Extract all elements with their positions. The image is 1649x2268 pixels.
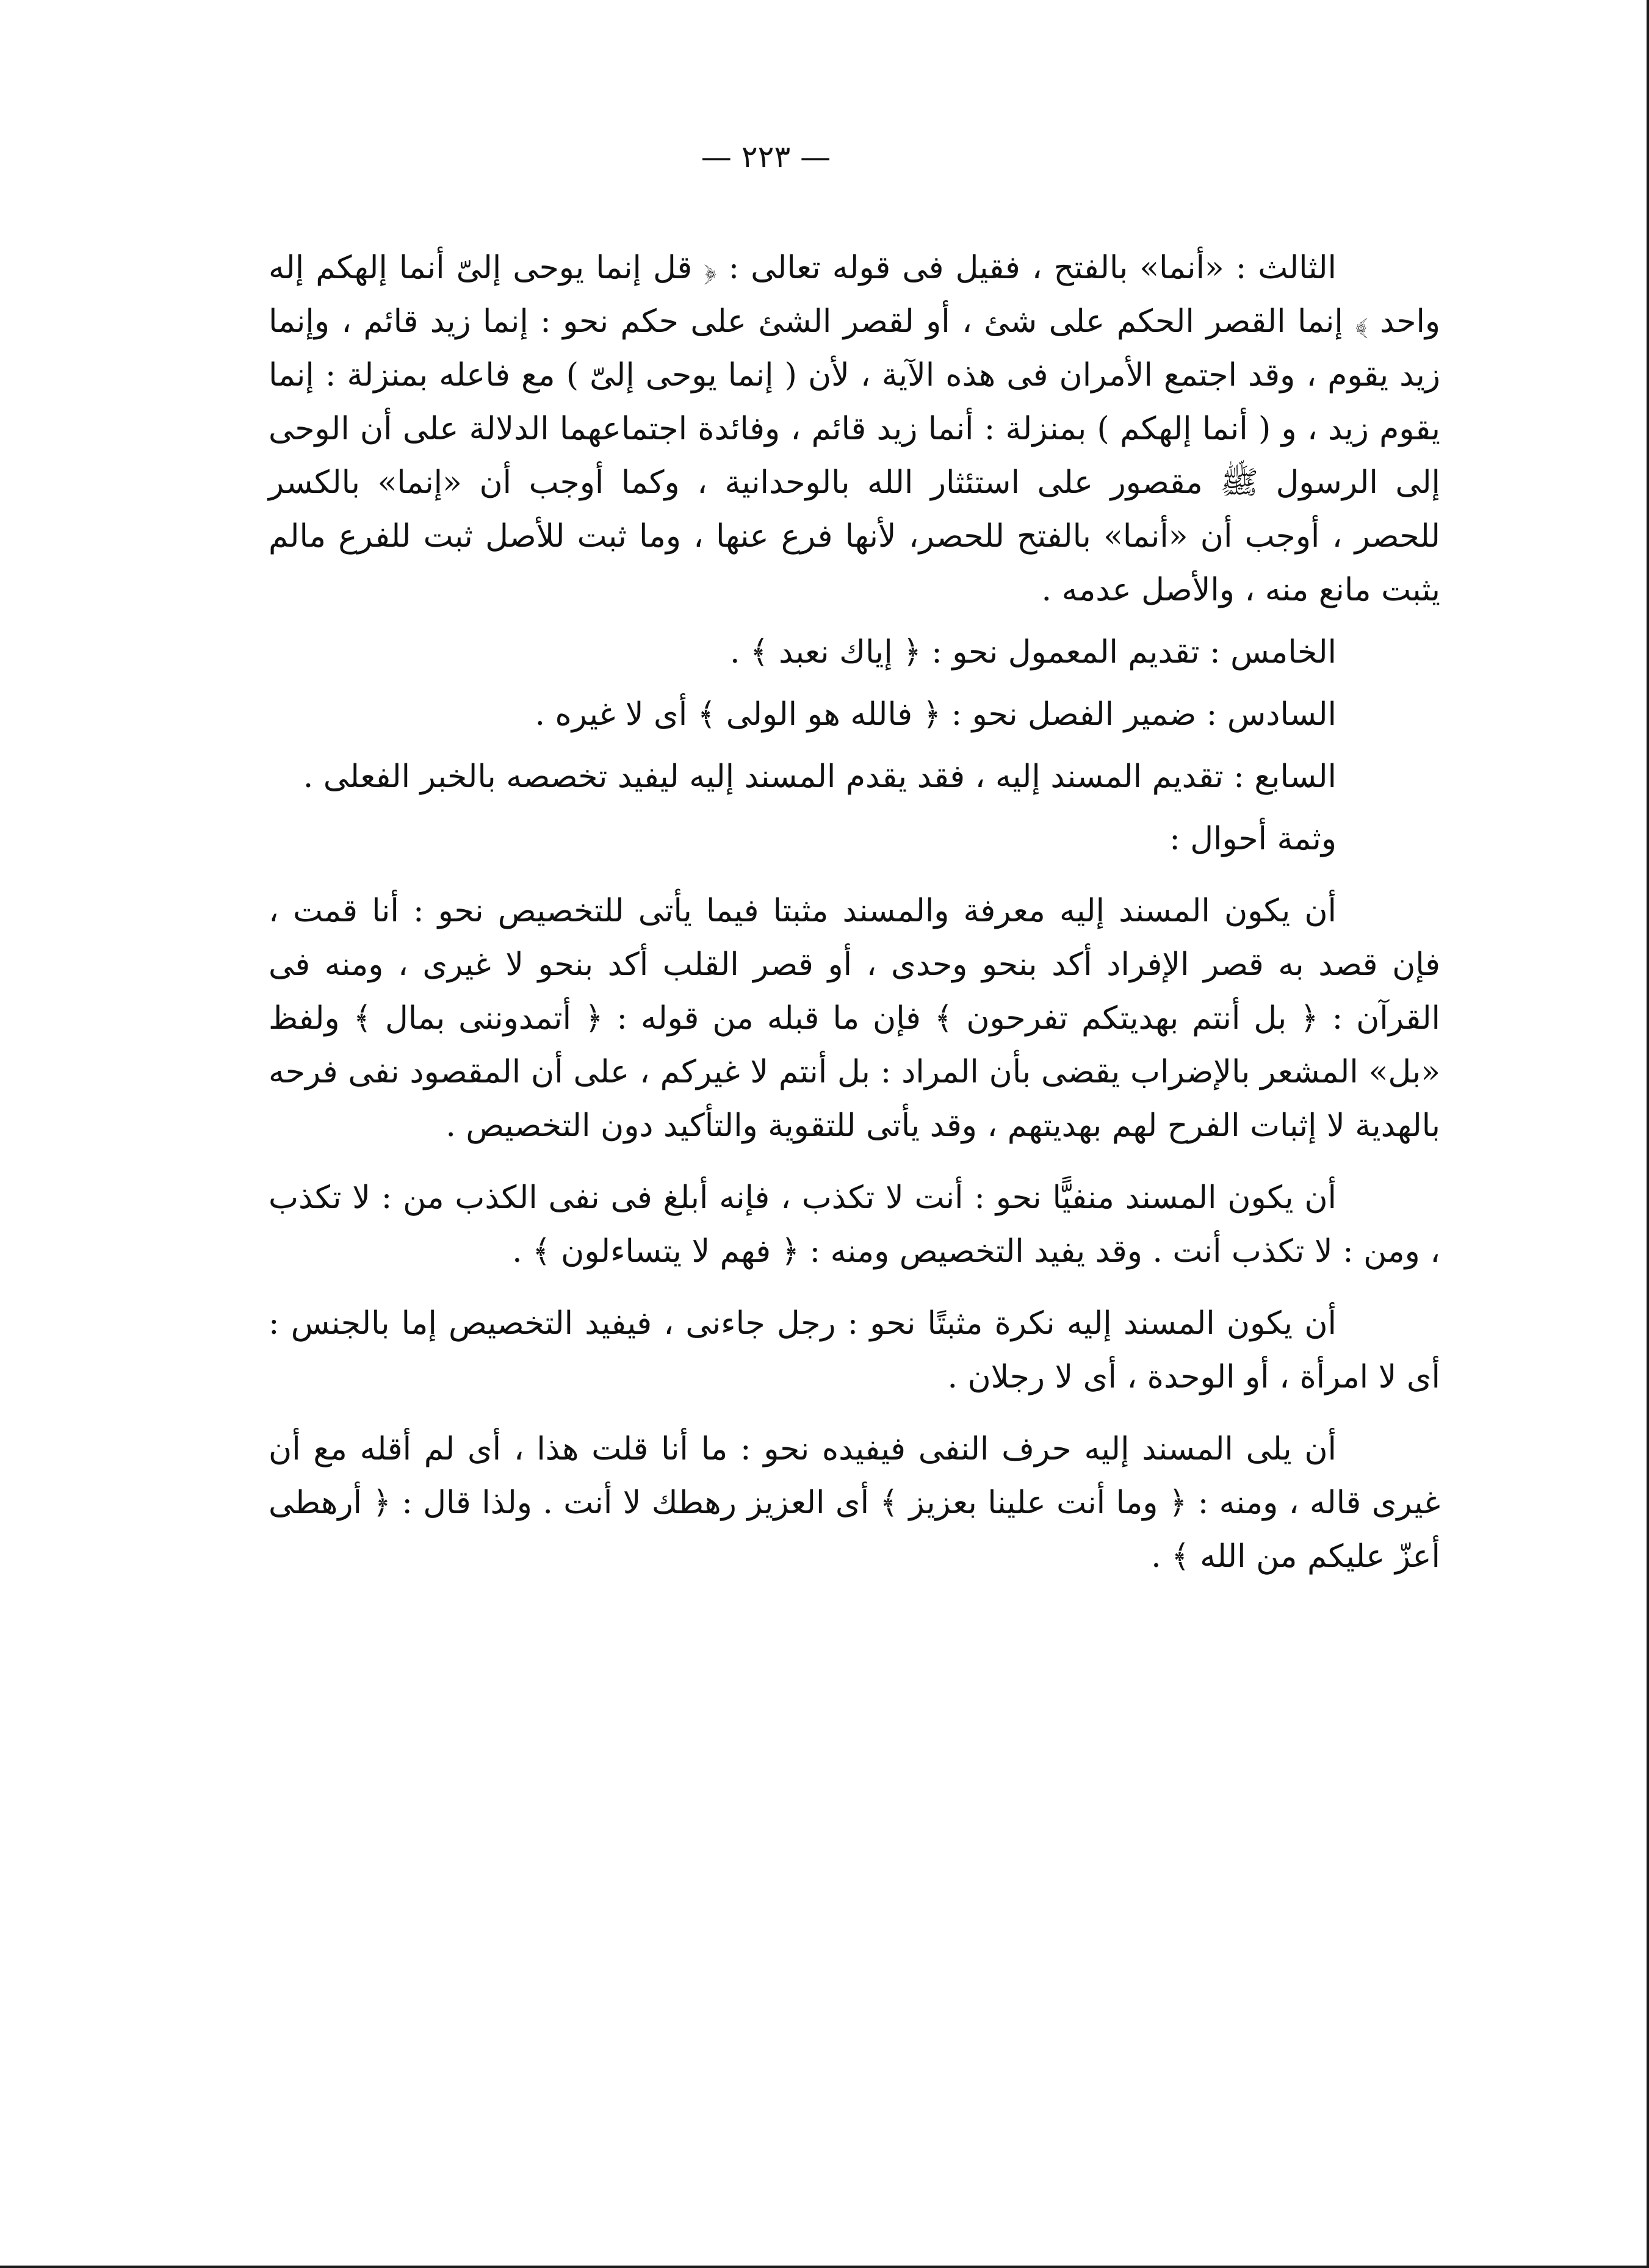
scan-border-right [1647,0,1649,2268]
paragraph-fifth: الخامس : تقديم المعمول نحو : ﴿ إياك نعبد ﴾ . [729,634,1337,671]
paragraph-case-known: أن يكون المسند إليه معرفة والمسند مثبتا فيما يأتى للتخصيص نحو : أنا قمت ، فإن قصد به قصر الإفراد أكد بنحو وحدى ، أو قصر القلب أكد بنحو لا غيرى ، ومنه فى القرآن : ﴿ بل أنتم بهديتكم تفرحون ﴾ فإن ما قبله من قوله : ﴿ أتمدوننى بمال ﴾ ولفظ «بل» المشعر بالإضراب يقضى بأن المراد : بل أنتم لا غيركم ، على أن المقصود نفى فرحه بالهدية لا إثبات الفرح لهم بهديتهم ، وقد يأتى للتقوية والتأكيد دون التخصيص . [269,893,1440,1144]
page-number: — ٢٢٣ — [701,139,831,175]
paragraph-sixth: السادس : ضمير الفصل نحو : ﴿ فالله هو الولى ﴾ أى لا غيره . [535,696,1337,733]
paragraph-third-anma: الثالث : «أنما» بالفتح ، فقيل فى قوله تعالى : ﴿ قل إنما يوحى إلىّ أنما إلهكم إله واحد ﴾ إنما القصر الحكم على شئ ، أو لقصر الشئ على حكم نحو : إنما زيد قائم ، وإنما زيد يقوم ، وقد اجتمع الأمران فى هذه الآية ، لأن ( إنما يوحى إلىّ ) مع فاعله بمنزلة : إنما يقوم زيد ، و ( أنما إلهكم ) بمنزلة : أنما زيد قائم ، وفائدة اجتماعهما الدلالة على أن الوحى إلى الرسول ﷺ مقصور على استئثار الله بالوحدانية ، وكما أوجب أن «إنما» بالكسر للحصر ، أوجب أن «أنما» بالفتح للحصر، لأنها فرع عنها ، وما ثبت للأصل ثبت للفرع مالم يثبت مانع منه ، والأصل عدمه . [269,250,1441,608]
body-text [269,241,1440,1583]
paragraph-case-indefinite: أن يكون المسند إليه نكرة مثبتًا نحو : رجل جاءنى ، فيفيد التخصيص إما بالجنس : أى لا امرأة ، أو الوحدة ، أى لا رجلان . [269,1305,1440,1395]
paragraph-case-negated: أن يكون المسند منفيًّا نحو : أنت لا تكذب ، فإنه أبلغ فى نفى الكذب من : لا تكذب ، ومن : لا تكذب أنت . وقد يفيد التخصيص ومنه : ﴿ فهم لا يتساءلون ﴾ . [269,1179,1440,1270]
paragraph-case-negation-particle: أن يلى المسند إليه حرف النفى فيفيده نحو : ما أنا قلت هذا ، أى لم أقله مع أن غيرى قاله ، ومنه : ﴿ وما أنت علينا بعزيز ﴾ أى العزيز رهطك لا أنت . ولذا قال : ﴿ أرهطى أعزّ عليكم من الله ﴾ . [269,1431,1440,1575]
paragraph-cases-heading: وثمة أحوال : [1169,821,1337,857]
scan-border-bottom [0,2266,1649,2268]
paragraph-seventh: السابع : تقديم المسند إليه ، فقد يقدم المسند إليه ليفيد تخصصه بالخبر الفعلى . [303,758,1337,795]
